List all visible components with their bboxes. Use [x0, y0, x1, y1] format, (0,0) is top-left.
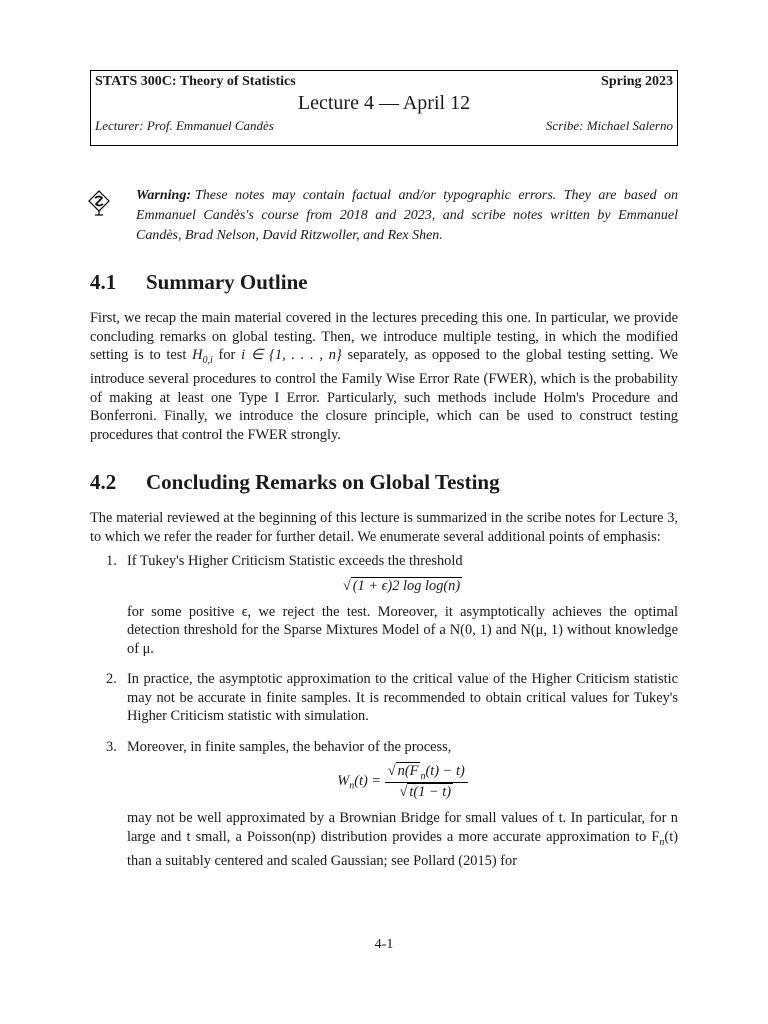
remarks-list: [90, 552, 678, 870]
dangerous-bend-icon: [88, 190, 110, 216]
scribe: Scribe: Michael Salerno: [545, 118, 673, 133]
page-number: 4-1: [374, 937, 394, 952]
warning-label: Warning:: [136, 188, 191, 203]
lecturer: Lecturer: Prof. Emmanuel Candès: [95, 118, 274, 133]
list-item: 3. Moreover, in finite samples, the behavior of the process, $W_n(t)$ = $\frac{√ n(F _n(t) - t)}{√ t(1 - t)}$ may not be well approximated by a Brownian Bridge for small values of t. In particular, for n large and t small, a Poisson(np) distribution provides a more accurate approximation to $F_n(t)$ than a suitably centered and scaled Gaussian; see Pollard (2015) for: [106, 738, 678, 870]
section-intro: The material reviewed at the beginning of this lecture is summarized in the scribe notes for Lecture 3, to which we refer the reader for further detail. We enumerate several additional points of emphasis:: [90, 510, 678, 545]
section-heading: 4.1 Summary Outline: [90, 270, 308, 294]
list-item: 2. In practice, the asymptotic approximation to the critical value of the Higher Criticism statistic may not be accurate in finite samples. It is recommended to obtain critical values for Tukey's Higher Criticism statistic with simulation.: [106, 671, 678, 725]
section-global-testing: [90, 470, 678, 870]
warning-text: These notes may contain factual and/or typographic errors. They are based on Emmanuel Candès's course from 2018 and 2023, and scribe notes written by Emmanuel Candès, Brad Nelson, David Ritzwoller, and Rex Shen.: [136, 188, 678, 243]
page: [90, 70, 678, 883]
term: Spring 2023: [601, 74, 673, 89]
lecture-header-box: [90, 70, 678, 146]
course-name: STATS 300C: Theory of Statistics: [95, 74, 296, 89]
section-summary-outline: [90, 270, 678, 444]
warning-note: [90, 186, 678, 246]
process-formula: $W_n(t)$ = $\frac{√ n(F _n(t) - t)}{√ t(1 - t)}$: [127, 762, 678, 801]
section-heading: 4.2 Concluding Remarks on Global Testing: [90, 470, 500, 495]
threshold-formula: √ (1 + ϵ)2 log log(n): [342, 577, 461, 594]
section-paragraph: First, we recap the main material covered in the lectures preceding this one. In particular, we provide concluding remarks on global testing. Then, we introduce multiple testing, in which the modified setting is to test $H_{0,i}$ for i ∈ {1, . . . , n} separately, as opposed to the global testing setting. We introduce several procedures to control the Family Wise Error Rate (FWER), which is the probability of making at least one Type I Error. Particularly, such methods include Holm's Procedure and Bonferroni. Finally, we introduce the closure principle, which can be used to construct testing procedures that control the FWER strongly.: [90, 310, 679, 443]
lecture-title: Lecture 4 — April 12: [297, 92, 471, 114]
list-item: 1. If Tukey's Higher Criticism Statistic exceeds the threshold √ (1 + ϵ)2 log log(n) for some positive ϵ, we reject the test. Moreover, it asymptotically achieves the optimal detection threshold for the Sparse Mixtures Model of a N(0, 1) and N(μ, 1) without knowledge of μ.: [106, 553, 678, 657]
